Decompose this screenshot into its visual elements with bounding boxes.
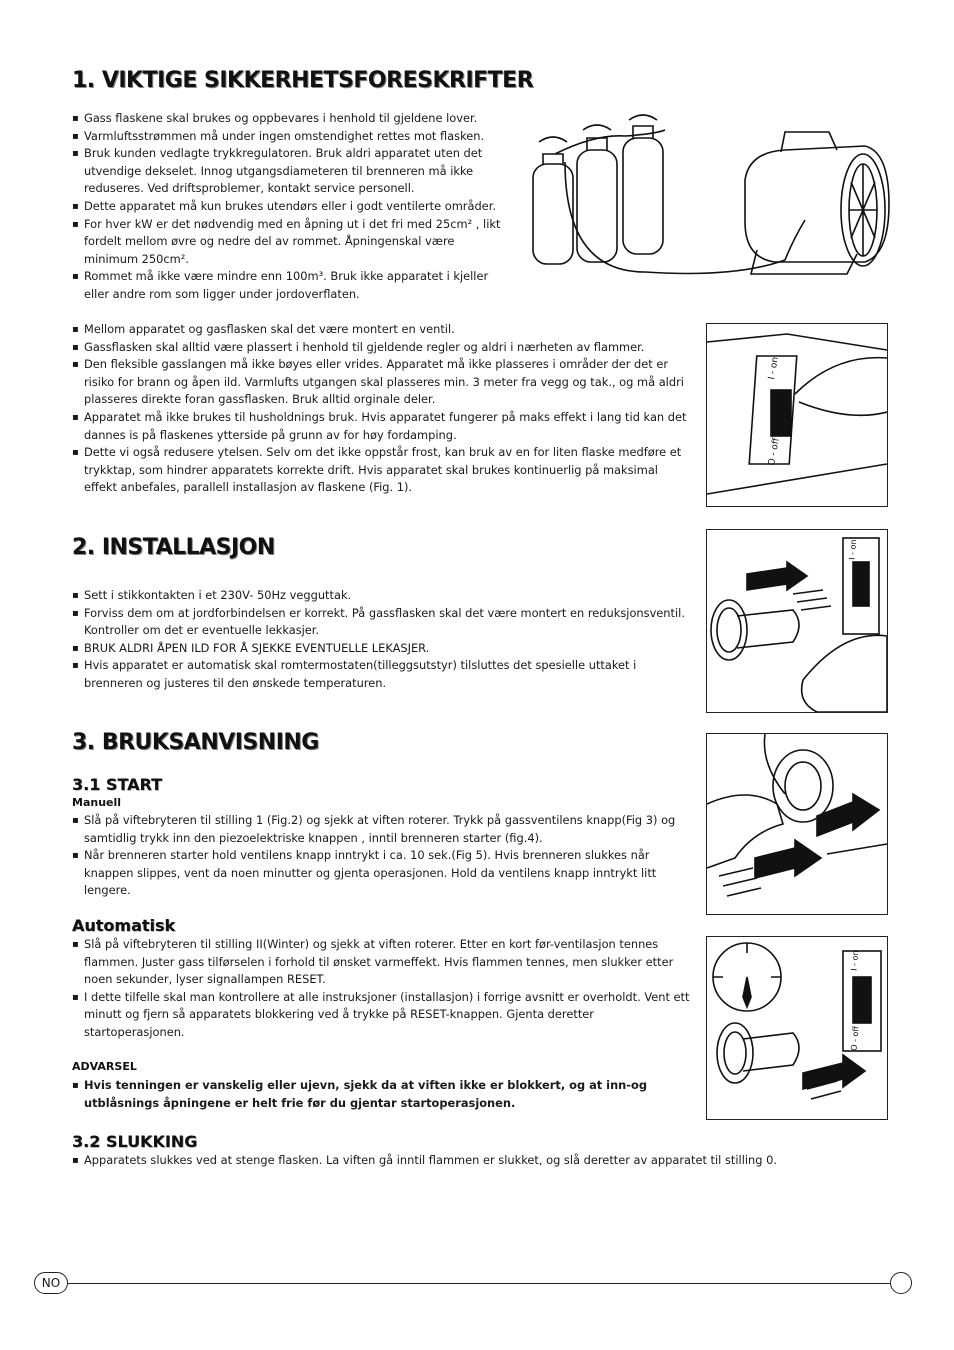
- piezo-button-illustration: [707, 734, 887, 914]
- list-item: ▪ Hvis apparatet er automatisk skal romtermostaten(tilleggsutstyr) tilsluttes det spesielle uttaket i brenneren og justeres til den ønskede temperaturen.: [72, 657, 694, 692]
- list-item: ▪ I dette tilfelle skal man kontrollere at alle instruksjoner (installasjon) i forrige avsnitt er overholdt. Vent ett minutt og fjern så apparatets blokkering ved å trykke på RESET-knappen. Gjenta deretter startoperasjonen.: [72, 989, 694, 1042]
- list-item: ▪ Apparatet må ikke brukes til husholdnings bruk. Hvis apparatet fungerer på maks effekt i lang tid kan det dannes is på flaskenes ytterside på grunn av for høy fordamping.: [72, 409, 694, 444]
- section-1-title: 1. VIKTIGE SIKKERHETSFORESKRIFTER: [72, 68, 534, 93]
- list-item: ▪ Gassflasken skal alltid være plassert i henhold til gjeldende regler og aldri i nærheten av flammer.: [72, 339, 694, 357]
- list-item: ▪ Når brenneren starter hold ventilens knapp inntrykt i ca. 10 sek.(Fig 5). Hvis brenneren slukkes når knappen slippes, vent da noen minutter og gjenta operasjonen. Hold da ventilens knapp inntrykt litt lengere.: [72, 847, 694, 900]
- figure-gas-valve-knob: [706, 529, 888, 713]
- list-item: ▪ Bruk kunden vedlagte trykkregulatoren. Bruk aldri apparatet uten det utvendige dekselet. Innog utgangsdiameteren til brenneren må ikke reduseres. Ved driftsproblemer, kontakt service personell.: [72, 145, 504, 198]
- section-3-title: 3. BRUKSANVISNING: [72, 730, 319, 755]
- list-item: ▪ Sett i stikkontakten i et 230V- 50Hz vegguttak.: [72, 587, 694, 605]
- subsection-slukking-title: 3.2 SLUKKING: [72, 1132, 198, 1151]
- subsection-start-title: 3.1 START: [72, 775, 163, 794]
- list-item: ▪ BRUK ALDRI ÅPEN ILD FOR Å SJEKKE EVENTUELLE LEKASJER.: [72, 640, 694, 658]
- figure-hold-valve: [706, 936, 888, 1120]
- list-item: ▪ Dette vi også redusere ytelsen. Selv om det ikke oppstår frost, kan bruk av en for liten flaske medføre et trykktap, som hindrer apparatets korrekte drift. Hvis apparatet skal brukes kontinuerlig på maksimal effekt anbefales, parallell installasjon av flaskene (Fig. 1).: [72, 444, 694, 497]
- figure-piezo-button: [706, 733, 888, 915]
- advarsel-label: ADVARSEL: [72, 1060, 137, 1073]
- section-1-list-bottom: [72, 321, 694, 497]
- hold-valve-illustration: [707, 937, 887, 1119]
- list-item: ▪ Slå på viftebryteren til stilling II(Winter) og sjekk at viften roterer. Etter en kort før-ventilasjon tennes flammen. Juster gass tilførselen i forhold til ønsket varmeffekt. Hvis flammen tennes, men slukker etter noen sekunder, lyser signallampen RESET.: [72, 936, 694, 989]
- list-item: ▪ Den fleksible gasslangen må ikke bøyes eller vrides. Apparatet må ikke plasseres i områder der det er risiko for brann og åpen ild. Varmlufts utgangen skal plasseres min. 3 meter fra vegg og tak., og må aldri plasseres direkte foran gassflasken. Bruk alltid orginale deler.: [72, 356, 694, 409]
- valve-knob-illustration: [707, 530, 887, 712]
- section-1-list-top: [72, 110, 504, 304]
- automatisk-list: [72, 936, 694, 1042]
- cylinders-heater-illustration: [525, 112, 903, 300]
- switch-on-label: I - on: [767, 356, 781, 381]
- list-item: ▪ Gass flaskene skal brukes og oppbevares i henhold til gjeldene lover.: [72, 110, 504, 128]
- list-item: ▪ Forviss dem om at jordforbindelsen er korrekt. På gassflasken skal det være montert en reduksjonsventil. Kontroller om det er eventuelle lekkasjer.: [72, 605, 694, 640]
- slukking-list: [72, 1152, 832, 1170]
- figure-gas-cylinders-heater: [525, 112, 903, 300]
- list-item: ▪ Dette apparatet må kun brukes utendørs eller i godt ventilerte områder.: [72, 198, 504, 216]
- switch-on-label: I - on: [847, 539, 859, 561]
- automatisk-label: Automatisk: [72, 916, 176, 935]
- figure-switch-position: [706, 323, 888, 507]
- advarsel-list: [72, 1077, 694, 1112]
- switch-off-label: O - off: [849, 1025, 861, 1052]
- list-item: ▪ For hver kW er det nødvendig med en åpning ut i det fri med 25cm² , likt fordelt mellom øvre og nedre del av rommet. Åpningenskal være minimum 250cm².: [72, 216, 504, 269]
- list-item: ▪ Rommet må ikke være mindre enn 100m³. Bruk ikke apparatet i kjeller eller andre rom som ligger under jordoverflaten.: [72, 268, 504, 303]
- list-item: ▪ Slå på viftebryteren til stilling 1 (Fig.2) og sjekk at viften roterer. Trykk på gassventilens knapp(Fig 3) og samtidlig trykk inn den piezoelektriske knappen , inntil brenneren starter (fig.4).: [72, 812, 694, 847]
- switch-off-label: O - off: [767, 437, 782, 467]
- language-badge: NO: [34, 1272, 68, 1294]
- list-item: ▪ Hvis tenningen er vanskelig eller ujevn, sjekk da at viften ikke er blokkert, og at inn-og utblåsnings åpningene er helt frie før du gjentar startoperasjonen.: [72, 1077, 694, 1112]
- footer-rule: [68, 1283, 910, 1284]
- section-2-list: [72, 587, 694, 693]
- list-item: ▪ Apparatets slukkes ved at stenge flasken. La viften gå inntil flammen er slukket, og slå deretter av apparatet til stilling 0.: [72, 1152, 832, 1170]
- manuell-list: [72, 812, 694, 900]
- list-item: ▪ Mellom apparatet og gasflasken skal det være montert en ventil.: [72, 321, 694, 339]
- list-item: ▪ Varmluftsstrømmen må under ingen omstendighet rettes mot flasken.: [72, 128, 504, 146]
- page-number: [890, 1272, 912, 1294]
- section-2-title: 2. INSTALLASJON: [72, 535, 275, 560]
- manuell-label: Manuell: [72, 796, 122, 809]
- switch-illustration: [707, 324, 887, 506]
- switch-on-label: I - on: [849, 950, 861, 972]
